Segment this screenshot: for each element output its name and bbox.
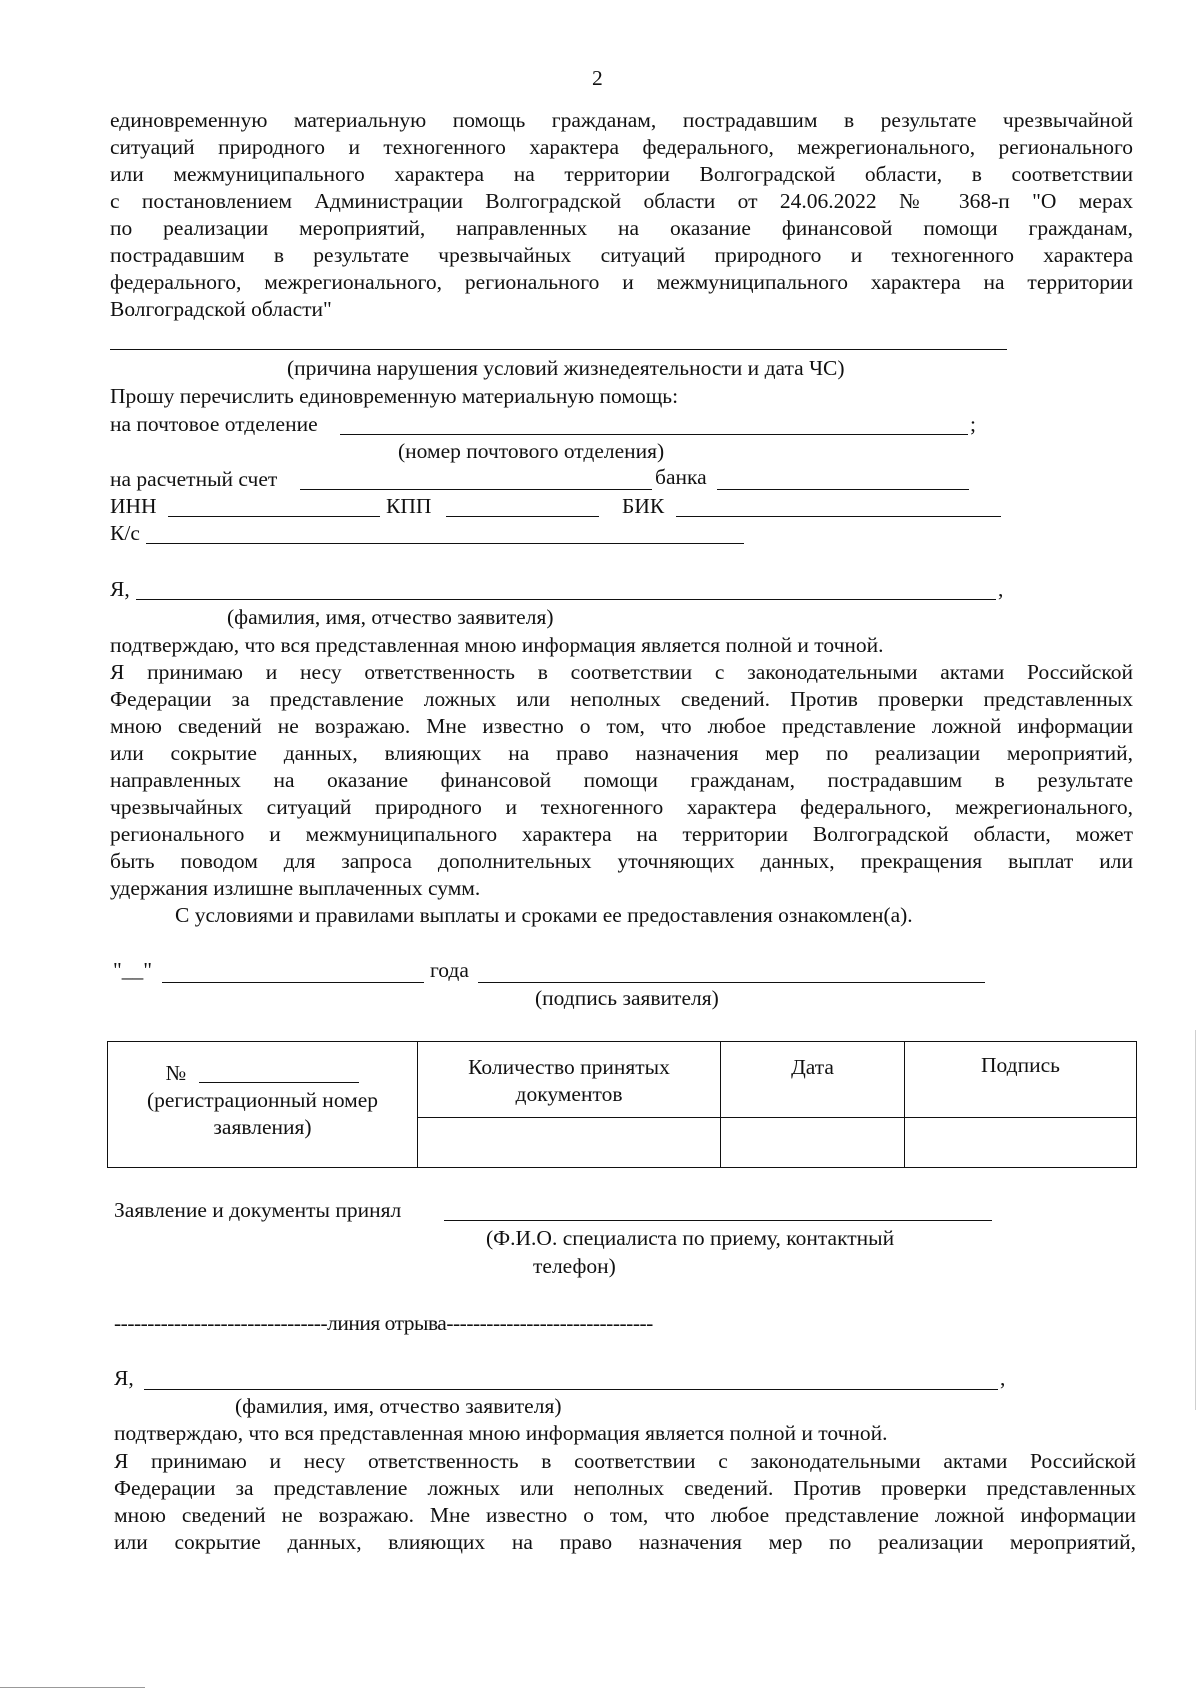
declarant-name-field[interactable] bbox=[136, 599, 996, 600]
reason-field[interactable] bbox=[110, 349, 1007, 350]
confirm-statement: подтверждаю, что вся представленная мною информация является полной и точной. bbox=[114, 1421, 888, 1445]
accepted-label: Заявление и документы принял bbox=[114, 1198, 402, 1222]
docs-count-cell[interactable] bbox=[418, 1118, 721, 1168]
declarant-comma: , bbox=[1000, 1366, 1006, 1390]
accepted-caption: телефон) bbox=[533, 1254, 616, 1278]
date-header: Дата bbox=[721, 1042, 905, 1118]
acquainted-statement: С условиями и правилами выплаты и сроками ее предоставления ознакомлен(а). bbox=[175, 903, 913, 927]
signature-caption: (подпись заявителя) bbox=[535, 986, 719, 1010]
registration-number-caption: заявления) bbox=[213, 1115, 312, 1139]
declarant-name-caption: (фамилия, имя, отчество заявителя) bbox=[227, 605, 554, 629]
ks-label: К/с bbox=[110, 521, 140, 545]
scan-edge bbox=[1195, 1030, 1196, 1410]
responsibility-line: Я принимаю и несу ответственность в соответствии с законодательными актами Российской bbox=[110, 660, 1133, 684]
date-day-field[interactable]: "__" bbox=[113, 958, 153, 982]
page-number: 2 bbox=[592, 66, 603, 90]
kpp-field[interactable] bbox=[446, 516, 599, 517]
responsibility-line: Федерации за представление ложных или неполных сведений. Против проверки представленных bbox=[110, 687, 1133, 711]
docs-count-header: Количество принятых документов bbox=[418, 1042, 721, 1118]
account-label: на расчетный счет bbox=[110, 467, 278, 491]
payment-request: Прошу перечислить единовременную материальную помощь: bbox=[110, 384, 679, 408]
registration-number-field[interactable] bbox=[199, 1062, 359, 1083]
intro-line: или межмуниципального характера на территории Волгоградской области, в соответствии bbox=[110, 162, 1133, 186]
bank-field[interactable] bbox=[717, 489, 969, 490]
bank-label: банка bbox=[655, 465, 707, 489]
responsibility-line: или сокрытие данных, влияющих на право назначения мер по реализации мероприятий, bbox=[114, 1530, 1136, 1554]
registration-number-cell[interactable] bbox=[108, 1042, 418, 1168]
bik-field[interactable] bbox=[676, 516, 1001, 517]
confirm-statement: подтверждаю, что вся представленная мною информация является полной и точной. bbox=[110, 633, 884, 657]
declarant-prefix: Я, bbox=[114, 1366, 134, 1390]
date-cell[interactable] bbox=[721, 1118, 905, 1168]
year-label: года bbox=[430, 958, 469, 982]
responsibility-line: Я принимаю и несу ответственность в соответствии с законодательными актами Российской bbox=[114, 1449, 1136, 1473]
ks-field[interactable] bbox=[146, 543, 744, 544]
declarant-prefix: Я, bbox=[110, 577, 130, 601]
responsibility-line: направленных на оказание финансовой помощи гражданам, пострадавшим в результате bbox=[110, 768, 1133, 792]
account-field[interactable] bbox=[300, 489, 652, 490]
responsibility-line: или сокрытие данных, влияющих на право назначения мер по реализации мероприятий, bbox=[110, 741, 1133, 765]
intro-line: единовременную материальную помощь гражданам, пострадавшим в результате чрезвычайной bbox=[110, 108, 1133, 132]
post-office-label: на почтовое отделение bbox=[110, 412, 318, 436]
post-office-caption: (номер почтового отделения) bbox=[398, 439, 665, 463]
registration-number-caption: (регистрационный номер bbox=[146, 1088, 379, 1112]
date-month-field[interactable] bbox=[162, 982, 424, 983]
kpp-label: КПП bbox=[386, 494, 432, 518]
accepted-by-field[interactable] bbox=[444, 1220, 992, 1221]
responsibility-line: мною сведений не возражаю. Мне известно о том, что любое представление ложной информации bbox=[114, 1503, 1136, 1527]
intro-line: ситуаций природного и техногенного характера федерального, межрегионального, регионального bbox=[110, 135, 1133, 159]
signature-cell[interactable] bbox=[905, 1118, 1137, 1168]
responsibility-line: регионального и межмуниципального характера на территории Волгоградской области, может bbox=[110, 822, 1133, 846]
intro-line: Волгоградской области" bbox=[110, 297, 332, 321]
declarant-comma: , bbox=[998, 577, 1004, 601]
tear-line: --------------------------------линия отрыва------------------------------- bbox=[114, 1311, 653, 1335]
declarant-name-field[interactable] bbox=[144, 1389, 998, 1390]
intro-line: федерального, межрегионального, регионального и межмуниципального характера на территории bbox=[110, 270, 1133, 294]
inn-field[interactable] bbox=[168, 516, 380, 517]
post-office-field[interactable] bbox=[340, 434, 968, 435]
responsibility-line: удержания излишне выплаченных сумм. bbox=[110, 876, 481, 900]
inn-label: ИНН bbox=[110, 494, 157, 518]
responsibility-line: мною сведений не возражаю. Мне известно о том, что любое представление ложной информации bbox=[110, 714, 1133, 738]
registration-table bbox=[107, 1041, 1137, 1168]
declarant-name-caption: (фамилия, имя, отчество заявителя) bbox=[235, 1394, 562, 1418]
post-office-end: ; bbox=[970, 412, 976, 436]
intro-line: пострадавшим в результате чрезвычайных ситуаций природного и техногенного характера bbox=[110, 243, 1133, 267]
intro-line: с постановлением Администрации Волгоградской области от 24.06.2022 № 368-п "О мерах bbox=[110, 189, 1133, 213]
number-sign: № bbox=[165, 1061, 187, 1085]
accepted-caption: (Ф.И.О. специалиста по приему, контактный bbox=[486, 1226, 895, 1250]
signature-header: Подпись bbox=[905, 1042, 1137, 1118]
footer-rule bbox=[0, 1687, 145, 1688]
responsibility-line: быть поводом для запроса дополнительных уточняющих данных, прекращения выплат или bbox=[110, 849, 1133, 873]
reason-caption: (причина нарушения условий жизнедеятельности и дата ЧС) bbox=[287, 356, 845, 380]
signature-field[interactable] bbox=[478, 982, 985, 983]
responsibility-line: чрезвычайных ситуаций природного и техногенного характера федерального, межрегионального, bbox=[110, 795, 1133, 819]
intro-line: по реализации мероприятий, направленных на оказание финансовой помощи гражданам, bbox=[110, 216, 1133, 240]
bik-label: БИК bbox=[622, 494, 665, 518]
responsibility-line: Федерации за представление ложных или неполных сведений. Против проверки представленных bbox=[114, 1476, 1136, 1500]
